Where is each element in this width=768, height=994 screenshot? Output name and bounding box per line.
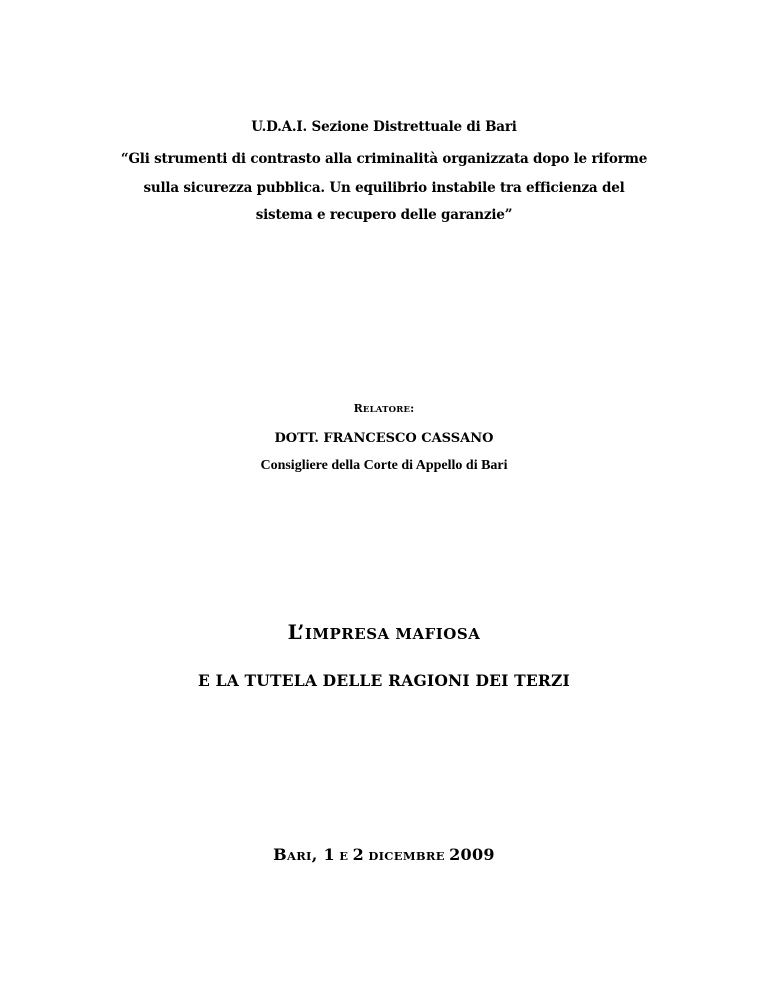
speaker-role: Consigliere della Corte di Appello di Bari xyxy=(260,458,508,473)
paper-title-initial: L’ xyxy=(287,620,305,644)
conference-title-line-3: sistema e recupero delle garanzie” xyxy=(255,207,513,223)
dateline-place-initial: B xyxy=(273,845,287,864)
conference-title-line-2: sulla sicurezza pubblica. Un equilibrio instabile tra efficienza del xyxy=(143,180,625,196)
speaker-label xyxy=(0,402,768,415)
dateline-separator: , xyxy=(311,845,324,864)
dateline-day-1: 1 xyxy=(323,845,335,864)
dateline-day-2: 2 xyxy=(352,845,365,864)
paper-title-rest: IMPRESA MAFIOSA xyxy=(304,625,481,643)
speaker-name: DOTT. FRANCESCO CASSANO xyxy=(274,431,494,446)
speaker-label-rest: ELATORE xyxy=(362,405,411,415)
paper-title-line-2: E LA TUTELA DELLE RAGIONI DEI TERZI xyxy=(198,671,570,690)
paper-title-line-1 xyxy=(0,620,768,644)
organization-heading: U.D.A.I. Sezione Distrettuale di Bari xyxy=(251,119,517,135)
conference-title-line-1: “Gli strumenti di contrasto alla criminalità organizzata dopo le riforme xyxy=(120,151,648,167)
dateline-place-rest: ARI xyxy=(286,849,312,863)
speaker-label-initial: R xyxy=(353,402,363,415)
dateline-month: DICEMBRE xyxy=(364,849,450,863)
dateline-year: 2009 xyxy=(449,845,495,864)
dateline-conjunction: E xyxy=(334,849,353,863)
dateline xyxy=(0,845,768,864)
speaker-label-suffix: : xyxy=(410,402,415,415)
